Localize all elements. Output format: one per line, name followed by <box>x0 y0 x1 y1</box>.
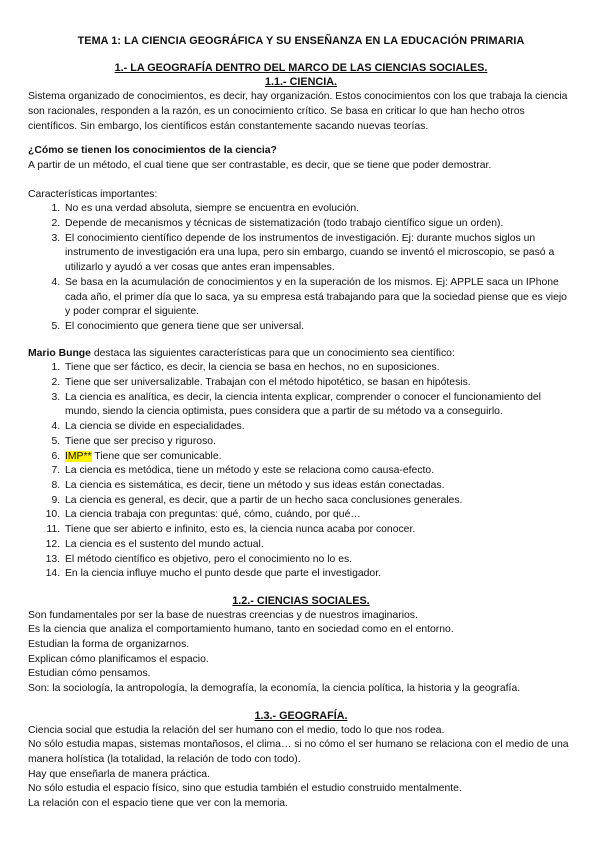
text-line: No sólo estudia el espacio físico, sino que estudia también el estudio construido mentalmente. <box>28 783 462 795</box>
list-item: 4. La ciencia se divide en especialidades. <box>63 420 574 435</box>
text-line: Hay que enseñarla de manera práctica. <box>28 768 210 780</box>
ciencias-sociales-text <box>28 609 574 697</box>
list-item-text: Tiene que ser comunicable. <box>94 450 222 462</box>
list-item <box>63 450 574 465</box>
text-line: Son: la sociología, la antropología, la demografía, la economía, la ciencia política, la historia y la geografía. <box>28 683 521 695</box>
subsection-1-2-title: 1.2.- CIENCIAS SOCIALES. <box>232 594 370 607</box>
bunge-name: Mario Bunge <box>28 347 91 359</box>
list-item: 3. El conocimiento científico depende de los instrumentos de investigación. Ej: durante muchos siglos un instrumento de investigación era una lupa, pero sin embargo, cuando se inventó el microscopio, se pasó a utilizarlo y ayudó a ver cosas que antes eran impensables. <box>63 232 574 276</box>
list-item: 8. La ciencia es sistemática, es decir, tiene un método y sus ideas están conectadas. <box>63 479 574 494</box>
bunge-intro: destaca las siguientes características para que un conocimiento sea científico: <box>90 347 455 359</box>
list-item: 11. Tiene que ser abierto e infinito, esto es, la ciencia nunca acaba por conocer. <box>63 523 574 538</box>
text-line: Explican cómo planificamos el espacio. <box>28 653 209 665</box>
geografia-text <box>28 724 574 812</box>
text-line: Ciencia social que estudia la relación del ser humano con el medio, todo lo que nos rodea. <box>28 724 445 736</box>
list-item: 5. El conocimiento que genera tiene que ser universal. <box>63 320 574 335</box>
bunge-paragraph <box>28 347 574 362</box>
text-line: Es la ciencia que analiza el comportamiento humano, tanto en sociedad como en el entorno. <box>28 624 454 636</box>
text-line: La relación con el espacio tiene que ver con la memoria. <box>28 798 288 810</box>
list-item: 13. El método científico es objetivo, pero el conocimiento no lo es. <box>63 553 574 568</box>
list-item: 7. La ciencia es metódica, tiene un método y este se relaciona como causa-efecto. <box>63 464 574 479</box>
text-line: Son fundamentales por ser la base de nuestras creencias y de nuestros imaginarios. <box>28 609 418 621</box>
subsection-1-3-title: 1.3.- GEOGRAFÍA. <box>254 709 348 722</box>
list-item: 1. Tiene que ser fáctico, es decir, la ciencia se basa en hechos, no en suposiciones. <box>63 361 574 376</box>
bunge-list <box>28 361 574 582</box>
characteristics-list <box>28 202 574 334</box>
list-item: 9. La ciencia es general, es decir, que a partir de un hecho saca conclusiones generales. <box>63 494 574 509</box>
question-heading: ¿Cómo se tienen los conocimientos de la ciencia? <box>28 145 277 157</box>
section-1-title: 1.- LA GEOGRAFÍA DENTRO DEL MARCO DE LAS CIENCIAS SOCIALES. <box>114 61 488 74</box>
question-answer: A partir de un método, el cual tiene que ser contrastable, es decir, que se tiene que poder demostrar. <box>28 159 492 171</box>
characteristics-label: Características importantes: <box>28 188 158 200</box>
text-line: No sólo estudia mapas, sistemas montañosos, el clima… si no cómo el ser humano se relaciona con el medio de una manera holística (la totalidad, la relación de todo con todo). <box>28 739 569 765</box>
text-line: Estudian la forma de organizarnos. <box>28 639 190 651</box>
list-item: 12. La ciencia es el sustento del mundo actual. <box>63 538 574 553</box>
list-item: 2. Depende de mecanismos y técnicas de sistematización (todo trabajo científico sigue un orden). <box>63 217 574 232</box>
ciencia-intro: Sistema organizado de conocimientos, es decir, hay organización. Estos conocimientos con los que trabaja la ciencia son racionales, responden a la razón, es un conocimiento crítico. Se basa en criticar lo que han hecho otros científicos. Sin embargo, los científicos están constantemente sacando nuevas teorías. <box>28 91 568 132</box>
document-title: TEMA 1: LA CIENCIA GEOGRÁFICA Y SU ENSEÑANZA EN LA EDUCACIÓN PRIMARIA <box>77 35 525 47</box>
text-line: Estudian cómo pensamos. <box>28 668 151 680</box>
list-item: 2. Tiene que ser universalizable. Trabajan con el método hipotético, se basan en hipótesis. <box>63 376 574 391</box>
list-item: 3. La ciencia es analítica, es decir, la ciencia intenta explicar, comprender o conocer el funcionamiento del mundo, siendo la ciencia optimista, pues considera que a partir de su método va a conseguirlo. <box>63 391 574 420</box>
list-item: 5. Tiene que ser preciso y riguroso. <box>63 435 574 450</box>
list-item: 4. Se basa en la acumulación de conocimientos y en la superación de los mismos. Ej: APPLE saca un IPhone cada año, el primer día que lo saca, ya su empresa está trabajando para que la sociedad piense que es viejo y poder comprar el siguiente. <box>63 276 574 320</box>
subsection-1-1-title: 1.1.- CIENCIA. <box>265 76 337 89</box>
list-item: 1. No es una verdad absoluta, siempre se encuentra en evolución. <box>63 202 574 217</box>
list-item: 14. En la ciencia influye mucho el punto desde que parte el investigador. <box>63 567 574 582</box>
list-item: 10. La ciencia trabaja con preguntas: qué, cómo, cuándo, por qué… <box>63 508 574 523</box>
imp-highlight: IMP** <box>65 450 92 462</box>
